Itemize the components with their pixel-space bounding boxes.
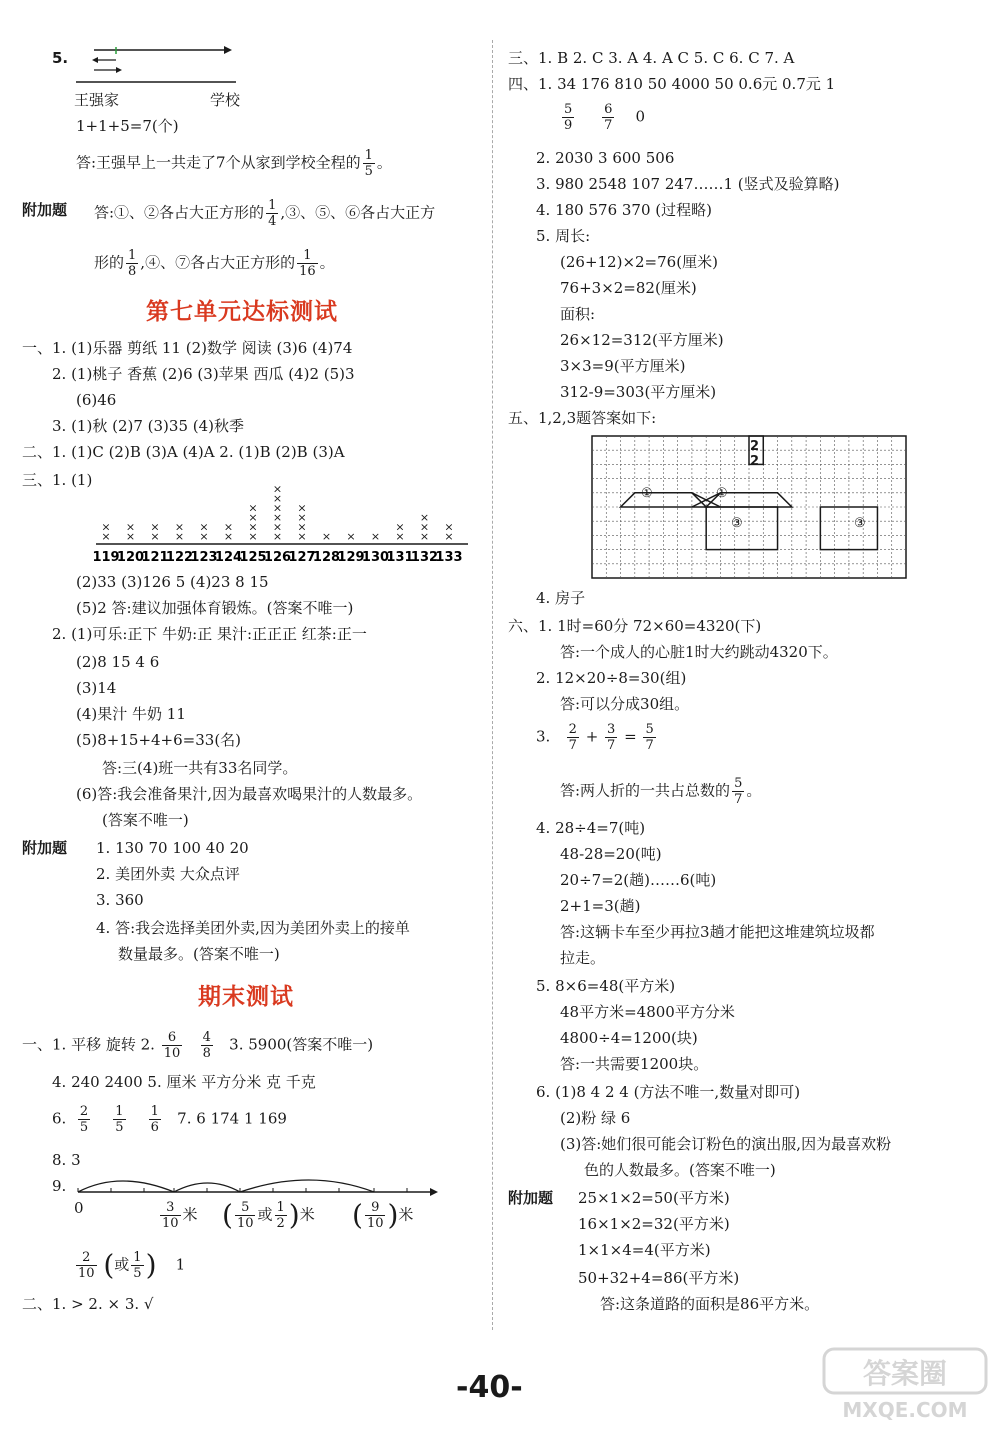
bonus-2-line-5: 数量最多。(答案不唯一) xyxy=(118,945,280,963)
final-line-1: 一、1. 平移 旋转 2. $\frac{6}{10}$ $\frac{4}{8}$ 3. 5900(答案不唯一) xyxy=(22,1030,374,1061)
dot-plot-mark: × xyxy=(297,501,307,515)
dot-plot-tick-label: 119 xyxy=(92,550,120,565)
dot-plot-mark: × xyxy=(297,520,307,534)
r-line-32: 6. (1)8 4 2 4 (方法不唯一,数量对即可) xyxy=(536,1083,801,1101)
dot-plot-tick-label: 126 xyxy=(263,550,292,565)
dot-plot-tick-label: 121 xyxy=(141,550,169,565)
r-line-1: 三、1. B 2. C 3. A 4. A C 5. C 6. C 7. A xyxy=(508,49,795,67)
r-line-20: 3. $\frac{2}{7}$ + $\frac{3}{7}$ = $\frac{5}{7}$ xyxy=(536,722,654,753)
u7-line-8: (5)2 答:建议加强体育锻炼。(答案不唯一) xyxy=(76,599,354,617)
bonus-2-line-1: 1. 130 70 100 40 20 xyxy=(96,839,249,857)
final-line-5: 9. xyxy=(52,1177,67,1195)
u7-line-1: 一、1. (1)乐器 剪纸 11 (2)数学 阅读 (3)6 (4)74 xyxy=(22,339,353,357)
r-line-25: 2+1=3(趟) xyxy=(560,897,641,915)
r-line-3: $\frac{5}{9}$ $\frac{6}{7}$ 0 xyxy=(564,102,646,133)
u7-line-12: (4)果汁 牛奶 11 xyxy=(76,705,186,723)
r-line-9: 76+3×2=82(厘米) xyxy=(560,279,697,297)
u7-line-10: (2)8 15 4 6 xyxy=(76,653,160,671)
dot-plot-mark: × xyxy=(297,530,307,543)
dot-plot-mark: × xyxy=(346,530,356,543)
r-line-4: 2. 2030 3 600 506 xyxy=(536,149,675,167)
q5-label-home: 王强家 xyxy=(74,91,120,109)
dot-plot-tick-label: 125 xyxy=(239,550,267,565)
dot-plot-mark: × xyxy=(150,530,160,543)
r-line-37: 16×1×2=32(平方米) xyxy=(578,1215,730,1233)
final-line-6: $\frac{2}{10}$ (或 $\frac{1}{5}$ ) 1 xyxy=(78,1248,186,1282)
dot-plot-mark: × xyxy=(297,511,307,524)
u7-line-5: 二、1. (1)C (2)B (3)A (4)A 2. (1)B (2)B (3)A xyxy=(22,443,345,461)
grid-mark-2b: 2 xyxy=(750,454,760,469)
number-line-label-c: ( $\frac{9}{10}$ )米 xyxy=(352,1198,414,1232)
q5-answer: 答:王强早上一共走了7个从家到学校全程的 $\frac{1}{5}$ 。 xyxy=(76,148,392,179)
bonus-label-1: 附加题 xyxy=(22,201,68,219)
r-line-11: 26×12=312(平方厘米) xyxy=(560,331,724,349)
column-divider xyxy=(492,40,494,1330)
q5-label-school: 学校 xyxy=(210,91,241,109)
grid-mark-1a: ① xyxy=(641,486,653,501)
dot-plot-mark: × xyxy=(223,520,234,534)
dot-plot-tick-label: 120 xyxy=(116,550,145,565)
number-line-label-b: ( $\frac{5}{10}$ 或 $\frac{1}{2}$ )米 xyxy=(222,1198,315,1232)
bonus-2-line-3: 3. 360 xyxy=(96,891,144,909)
u7-line-4: 3. (1)秋 (2)7 (3)35 (4)秋季 xyxy=(52,417,245,435)
r-line-30: 4800÷4=1200(块) xyxy=(560,1029,698,1047)
r-line-18: 2. 12×20÷8=30(组) xyxy=(536,669,687,687)
u7-line-13: (5)8+15+4+6=33(名) xyxy=(76,731,242,749)
dot-plot-tick-label: 123 xyxy=(190,550,218,565)
dot-plot-tick-label: 122 xyxy=(165,550,194,565)
dot-plot-mark: × xyxy=(444,530,454,543)
r-line-33: (2)粉 绿 6 xyxy=(560,1109,631,1127)
r-line-31: 答:一共需要1200块。 xyxy=(560,1055,709,1073)
u7-line-16: (答案不唯一) xyxy=(102,811,189,829)
watermark-logo xyxy=(820,1345,990,1425)
dot-plot-mark: × xyxy=(248,530,258,543)
final-test-title: 期末测试 xyxy=(198,983,294,1010)
dot-plot-tick-label: 127 xyxy=(288,550,316,565)
dot-plot-mark: × xyxy=(125,520,136,534)
grid-mark-3a: ③ xyxy=(731,516,743,531)
r-bonus-label: 附加题 xyxy=(508,1189,554,1207)
dot-plot-mark: × xyxy=(272,530,283,543)
r-line-17: 答:一个成人的心脏1时大约跳动4320下。 xyxy=(560,643,838,661)
u7-line-14: 答:三(4)班一共有33名同学。 xyxy=(102,759,298,777)
u7-line-9: 2. (1)可乐:正下 牛奶:正 果汁:正正正 红茶:正一 xyxy=(52,625,367,643)
r-line-29: 48平方米=4800平方分米 xyxy=(560,1003,735,1021)
grid-mark-2a: 2 xyxy=(750,439,760,454)
bonus-2-line-4: 4. 答:我会选择美团外卖,因为美团外卖上的接单 xyxy=(96,919,410,937)
page-number: -40- xyxy=(456,1370,523,1405)
dot-plot-mark: × xyxy=(101,530,111,543)
unit7-title: 第七单元达标测试 xyxy=(146,298,338,325)
dot-plot-mark: × xyxy=(395,520,405,534)
q5-equation: 1+1+5=7(个) xyxy=(76,117,179,135)
r-line-21: 答:两人折的一共占总数的 $\frac{5}{7}$ 。 xyxy=(560,776,762,807)
dot-plot-mark: × xyxy=(150,520,160,534)
r-line-2: 四、1. 34 176 810 50 4000 50 0.6元 0.7元 1 xyxy=(508,75,836,93)
dot-plot-tick-label: 124 xyxy=(214,550,243,565)
r-line-34: (3)答:她们很可能会订粉色的演出服,因为最喜欢粉 xyxy=(560,1135,892,1153)
r-line-5: 3. 980 2548 107 247……1 (竖式及验算略) xyxy=(536,175,840,193)
r-line-39: 50+32+4=86(平方米) xyxy=(578,1269,740,1287)
dot-plot-mark: × xyxy=(395,530,405,543)
dot-plot-mark: × xyxy=(419,520,430,534)
r-line-35: 色的人数最多。(答案不唯一) xyxy=(584,1161,776,1179)
final-line-7: 二、1. > 2. × 3. √ xyxy=(22,1295,154,1313)
dot-plot-mark: × xyxy=(272,520,283,534)
dot-plot-mark: × xyxy=(272,482,283,496)
dot-plot-tick-label: 130 xyxy=(361,550,390,565)
svg-text:答案圈: 答案圈 xyxy=(862,1357,948,1390)
dot-plot-mark: × xyxy=(370,530,381,543)
bonus-label-2: 附加题 xyxy=(22,839,68,857)
dot-plot-mark: × xyxy=(272,492,283,505)
r-line-28: 5. 8×6=48(平方米) xyxy=(536,977,676,995)
dot-plot-mark: × xyxy=(174,520,185,534)
r-line-23: 48-28=20(吨) xyxy=(560,845,662,863)
r-line-6: 4. 180 576 370 (过程略) xyxy=(536,201,712,219)
bonus-1-line-1: 答:①、②各占大正方形的 $\frac{1}{4}$ ,③、⑤、⑥各占大正方 xyxy=(94,198,436,229)
r-line-26: 答:这辆卡车至少再拉3趟才能把这堆建筑垃圾都 xyxy=(560,923,875,941)
r-line-10: 面积: xyxy=(560,305,596,323)
r-line-19: 答:可以分成30组。 xyxy=(560,695,690,713)
dot-plot-tick-label: 129 xyxy=(337,550,365,565)
r-line-7: 5. 周长: xyxy=(536,227,591,245)
final-line-2: 4. 240 2400 5. 厘米 平方分米 克 千克 xyxy=(52,1073,316,1091)
q5-walk-diagram xyxy=(76,44,256,94)
u7-line-15: (6)答:我会准备果汁,因为最喜欢喝果汁的人数最多。 xyxy=(76,785,423,803)
u7-line-11: (3)14 xyxy=(76,679,117,697)
r-line-14: 五、1,2,3题答案如下: xyxy=(508,409,657,427)
dot-plot-mark: × xyxy=(248,501,258,515)
dot-plot-mark: × xyxy=(444,520,454,534)
dot-plot-tick-label: 128 xyxy=(312,550,341,565)
dot-plot-mark: × xyxy=(223,530,234,543)
dot-plot-mark: × xyxy=(199,530,209,543)
dot-plot-mark: × xyxy=(321,530,332,543)
dot-plot-mark: × xyxy=(174,530,185,543)
final-line-3: 6. $\frac{2}{5}$ $\frac{1}{5}$ $\frac{1}{6}$ 7. 6 174 1 169 xyxy=(52,1104,287,1135)
bonus-2-line-2: 2. 美团外卖 大众点评 xyxy=(96,865,240,883)
grid-mark-1b: ① xyxy=(716,486,728,501)
r-line-16: 六、1. 1时=60分 72×60=4320(下) xyxy=(508,617,762,635)
dot-plot-mark: × xyxy=(419,530,430,543)
dot-plot-tick-label: 133 xyxy=(435,550,463,565)
u7-line-6: 三、1. (1) xyxy=(22,471,93,489)
u7-dot-plot xyxy=(92,470,476,570)
r-line-38: 1×1×4=4(平方米) xyxy=(578,1241,711,1259)
r-line-36: 25×1×2=50(平方米) xyxy=(578,1189,730,1207)
svg-text:MXQE.COM: MXQE.COM xyxy=(842,1398,968,1422)
r-line-22: 4. 28÷4=7(吨) xyxy=(536,819,646,837)
u7-line-3: (6)46 xyxy=(76,391,117,409)
u7-line-7: (2)33 (3)126 5 (4)23 8 15 xyxy=(76,573,269,591)
r-line-12: 3×3=9(平方厘米) xyxy=(560,357,686,375)
r-line-24: 20÷7=2(趟)……6(吨) xyxy=(560,871,717,889)
bonus-1-line-2: 形的 $\frac{1}{8}$ ,④、⑦各占大正方形的 $\frac{1}{16}$ 。 xyxy=(94,248,335,279)
dot-plot-mark: × xyxy=(419,511,430,524)
dot-plot-mark: × xyxy=(248,511,258,524)
number-line-label-a: $\frac{3}{10}$ 米 xyxy=(162,1200,198,1231)
r-line-13: 312-9=303(平方厘米) xyxy=(560,383,717,401)
dot-plot-mark: × xyxy=(272,511,283,524)
u7-line-2: 2. (1)桃子 香蕉 (2)6 (3)苹果 西瓜 (4)2 (5)3 xyxy=(52,365,355,383)
dot-plot-mark: × xyxy=(199,520,209,534)
r-line-8: (26+12)×2=76(厘米) xyxy=(560,253,718,271)
dot-plot-mark: × xyxy=(101,520,111,534)
dot-plot-mark: × xyxy=(248,520,258,534)
number-line-zero: 0 xyxy=(74,1199,84,1217)
r-line-15: 4. 房子 xyxy=(536,589,586,607)
dot-plot-mark: × xyxy=(125,530,136,543)
grid-mark-3b: ③ xyxy=(854,516,866,531)
q5-number: 5. xyxy=(52,49,69,67)
dot-plot-mark: × xyxy=(272,501,283,515)
dot-plot-tick-label: 131 xyxy=(386,550,414,565)
r-line-27: 拉走。 xyxy=(560,949,606,967)
r-line-40: 答:这条道路的面积是86平方米。 xyxy=(600,1295,820,1313)
dot-plot-tick-label: 132 xyxy=(410,550,439,565)
final-line-4: 8. 3 xyxy=(52,1151,81,1169)
